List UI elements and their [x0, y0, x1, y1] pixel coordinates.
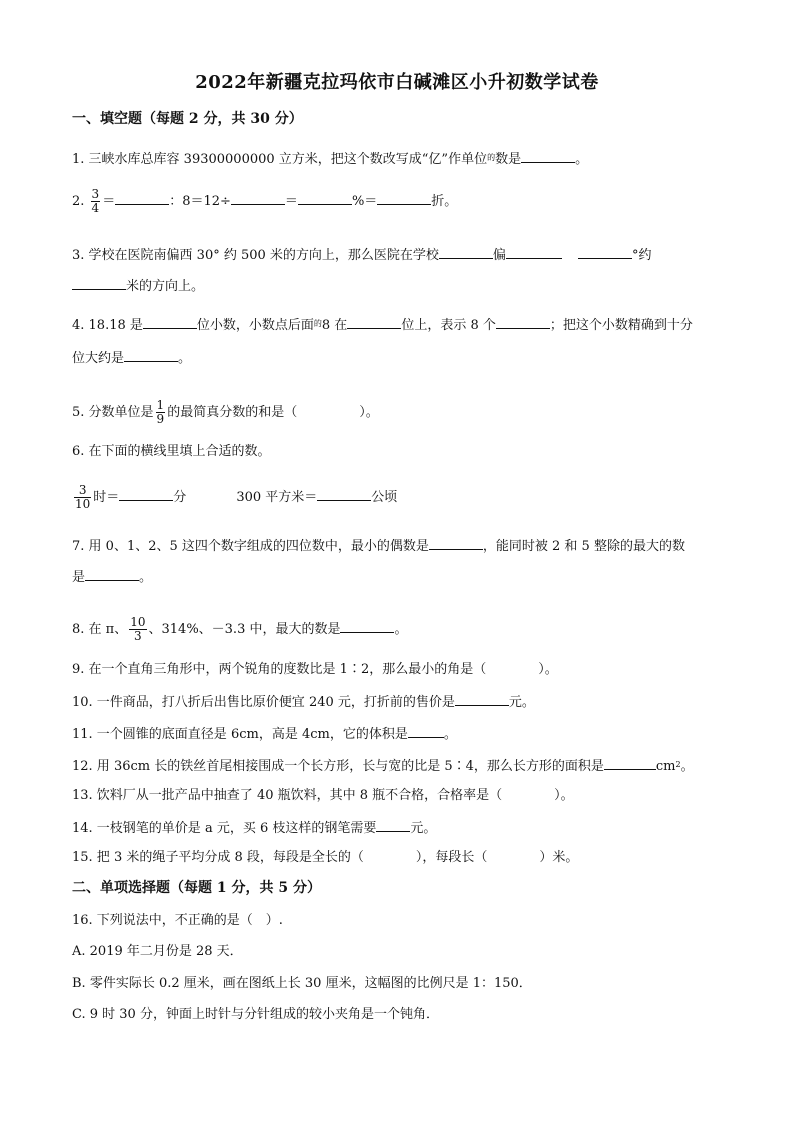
answer-blank[interactable] [317, 487, 371, 501]
question-7-text-d: 。 [139, 570, 153, 585]
answer-blank[interactable] [298, 191, 352, 205]
question-1-text-b: 数是 [495, 152, 522, 167]
answer-blank[interactable] [376, 818, 410, 832]
question-11-text: 11. 一个圆锥的底面直径是 6cm，高是 4cm，它的体积是 [72, 727, 408, 742]
answer-blank[interactable] [124, 348, 178, 362]
question-15: 15. 把 3 米的绳子平均分成 8 段，每段是全长的（ ），每段长（ ）米。 [72, 850, 579, 865]
page-title: 2022年新疆克拉玛依市白碱滩区小升初数学试卷 [195, 72, 599, 93]
question-4-superscript: 的 [313, 319, 322, 328]
question-4-text: 4. 18.18 是 [72, 318, 143, 333]
question-2-text-c: ：8＝12÷ [169, 194, 231, 209]
question-3-text-c: °约 [631, 248, 652, 263]
question-4-continued [72, 348, 191, 368]
question-13: 13. 饮料厂从一批产品中抽查了 40 瓶饮料，其中 8 瓶不合格，合格率是（ ）。 [72, 788, 574, 803]
answer-blank[interactable] [231, 191, 285, 205]
answer-blank[interactable] [347, 315, 401, 329]
answer-blank[interactable] [604, 756, 656, 770]
question-1 [72, 149, 588, 169]
question-16-option-b[interactable]: B. 零件实际长 0.2 厘米，画在图纸上长 30 厘米，这幅图的比例尺是 1：150． [72, 976, 532, 991]
answer-blank[interactable] [340, 619, 394, 633]
question-16-option-c[interactable]: C. 9 时 30 分，钟面上时针与分针组成的较小夹角是一个钝角． [72, 1007, 439, 1022]
question-9: 9. 在一个直角三角形中，两个锐角的度数比是 1∶2，那么最小的角是（ ）。 [72, 662, 558, 677]
answer-blank[interactable] [143, 315, 197, 329]
question-7-text-b: ，能同时被 2 和 5 整除的最大的数 [482, 539, 685, 554]
question-10-text: 10. 一件商品，打八折后出售比原价便宜 240 元，打折前的售价是 [72, 695, 455, 710]
answer-blank[interactable] [439, 245, 493, 259]
question-7-text: 7. 用 0、1、2、5 这四个数字组成的四位数中，最小的偶数是 [72, 539, 429, 554]
fraction-numerator: 10 [130, 615, 146, 629]
fraction-denominator: 4 [91, 201, 100, 215]
fraction-numerator: 1 [156, 398, 165, 412]
fraction-3-10 [74, 484, 91, 511]
question-4-text-g: 。 [178, 351, 192, 366]
fraction-3-4 [91, 188, 101, 215]
answer-blank[interactable] [578, 245, 632, 259]
question-12-text: 12. 用 36cm 长的铁丝首尾相接围成一个长方形，长与宽的比是 5∶4，那么长方形的面积是 [72, 759, 604, 774]
question-11 [72, 724, 457, 744]
question-4-text-f: 位大约是 [72, 351, 125, 366]
question-5-text-b: 的最简真分数的和是（ [167, 405, 298, 420]
question-6-text-e: 公顷 [371, 490, 398, 505]
fraction-denominator: 10 [75, 497, 91, 511]
question-4-text-c: 8 在 [321, 318, 348, 333]
question-6-text-b: 时＝ [93, 490, 120, 505]
question-14-text-b: 元。 [410, 821, 437, 836]
question-12-unit: cm [655, 759, 676, 774]
question-10 [72, 692, 535, 712]
question-4 [72, 315, 693, 335]
question-4-text-d: 位上，表示 8 个 [401, 318, 496, 333]
answer-blank[interactable] [429, 536, 483, 550]
answer-blank[interactable] [72, 276, 126, 290]
answer-blank[interactable] [119, 487, 173, 501]
question-11-text-b: 。 [443, 727, 457, 742]
question-3-text-d: 米的方向上。 [126, 279, 205, 294]
question-3-text: 3. 学校在医院南偏西 30° 约 500 米的方向上，那么医院在学校 [72, 248, 439, 263]
question-8 [72, 616, 408, 643]
question-8-text-c: 。 [394, 622, 408, 637]
answer-blank[interactable] [521, 149, 575, 163]
question-14 [72, 818, 436, 838]
question-2 [72, 188, 457, 215]
answer-blank[interactable] [496, 315, 550, 329]
question-6-text-c: 分 [173, 490, 187, 505]
fraction-numerator: 3 [91, 187, 100, 201]
question-12-text-c: 。 [680, 759, 694, 774]
question-6-items [74, 484, 397, 511]
question-5-text-c: ）。 [359, 405, 379, 420]
answer-blank[interactable] [377, 191, 431, 205]
question-12-superscript: 2 [675, 760, 681, 769]
question-5 [72, 399, 379, 426]
question-3-continued [72, 276, 204, 296]
question-8-text: 8. 在 π、 [72, 622, 128, 637]
section-heading-fill-blank: 一、填空题（每题 2 分，共 30 分） [72, 111, 303, 127]
question-16: 16. 下列说法中，不正确的是（ ）. [72, 913, 283, 928]
question-8-text-b: 、314%、－3.3 中，最大的数是 [148, 622, 341, 637]
question-7 [72, 536, 685, 556]
fraction-10-3 [129, 616, 146, 643]
fraction-denominator: 9 [156, 412, 165, 426]
answer-blank[interactable] [85, 567, 139, 581]
question-7-continued [72, 567, 152, 587]
question-5-text: 5. 分数单位是 [72, 405, 154, 420]
question-2-number: 2. [72, 194, 89, 209]
question-2-text-e: %＝ [351, 194, 378, 209]
question-6-text-d: 300 平方米＝ [236, 490, 318, 505]
fraction-1-9 [156, 399, 166, 426]
question-1-superscript: 的 [487, 153, 496, 162]
question-1-text: 1. 三峡水库总库容 39300000000 立方米，把这个数改写成“亿”作单位 [72, 152, 488, 167]
question-14-text: 14. 一枝钢笔的单价是 a 元，买 6 枝这样的钢笔需要 [72, 821, 377, 836]
answer-blank[interactable] [455, 692, 509, 706]
section-heading-multiple-choice: 二、单项选择题（每题 1 分，共 5 分） [72, 880, 321, 896]
answer-blank[interactable] [506, 245, 562, 259]
question-10-text-b: 元。 [508, 695, 535, 710]
fraction-numerator: 3 [78, 483, 87, 497]
question-7-text-c: 是 [72, 570, 86, 585]
question-3 [72, 245, 651, 265]
question-1-text-c: 。 [575, 152, 589, 167]
question-3-text-b: 偏 [492, 248, 506, 263]
question-4-text-e: ；把这个小数精确到十分 [549, 318, 693, 333]
question-16-option-a[interactable]: A. 2019 年二月份是 28 天． [72, 944, 243, 959]
fraction-denominator: 3 [129, 629, 146, 643]
question-12 [72, 756, 694, 776]
answer-blank[interactable] [115, 191, 169, 205]
question-4-text-b: 位小数，小数点后面 [196, 318, 314, 333]
answer-blank[interactable] [408, 724, 444, 738]
question-2-text-b: ＝ [102, 194, 116, 209]
question-2-text-f: 折。 [431, 194, 458, 209]
question-6: 6. 在下面的横线里填上合适的数。 [72, 444, 271, 459]
question-2-text-d: ＝ [284, 194, 298, 209]
